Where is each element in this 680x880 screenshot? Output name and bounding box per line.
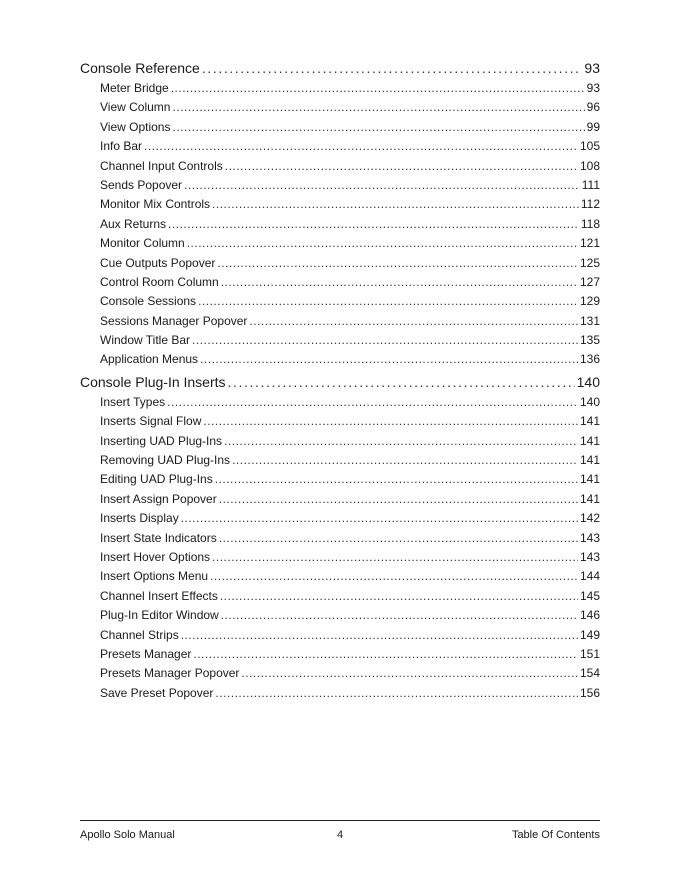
toc-entry[interactable]	[80, 393, 600, 412]
toc-leader-dots	[221, 606, 578, 625]
toc-leader-dots	[210, 567, 578, 586]
toc-entry[interactable]	[80, 451, 600, 470]
toc-section-entry[interactable]	[80, 372, 600, 393]
toc-entry-title: Insert Hover Options	[100, 549, 211, 564]
toc-entry[interactable]	[80, 331, 600, 350]
toc-leader-dots	[225, 157, 578, 176]
toc-entry-title: Window Title Bar	[100, 333, 191, 348]
toc-entry[interactable]	[80, 412, 600, 431]
toc-entry-title: Aux Returns	[100, 216, 167, 231]
toc-entry-title: Control Room Column	[100, 274, 219, 289]
toc-entry[interactable]	[80, 292, 600, 311]
toc-entry-page: 146	[579, 608, 600, 623]
toc-entry-page: 118	[580, 216, 600, 231]
toc-entry-title: Application Menus	[100, 352, 199, 367]
toc-entry-page: 141	[579, 433, 600, 448]
toc-entry-page: 156	[579, 685, 600, 700]
toc-entry[interactable]	[80, 137, 600, 156]
toc-entry-page: 93	[584, 60, 600, 76]
toc-leader-dots	[228, 372, 575, 393]
toc-entry-title: Monitor Mix Controls	[100, 197, 211, 212]
toc-entry[interactable]	[80, 606, 600, 625]
toc-entry-title: Presets Manager Popover	[100, 666, 240, 681]
toc-leader-dots	[172, 98, 584, 117]
toc-entry[interactable]	[80, 273, 600, 292]
footer-section-title: Table Of Contents	[511, 829, 600, 841]
toc-leader-dots	[171, 79, 585, 98]
toc-entry-page: 112	[580, 197, 600, 212]
toc-entry[interactable]	[80, 587, 600, 606]
toc-entry-page: 129	[579, 294, 600, 309]
toc-entry-page: 140	[576, 373, 600, 390]
toc-leader-dots	[232, 451, 578, 470]
footer-manual-title: Apollo Solo Manual	[80, 829, 175, 841]
toc-entry-title: Monitor Column	[100, 236, 185, 251]
toc-entry[interactable]	[80, 684, 600, 703]
toc-entry[interactable]	[80, 626, 600, 645]
toc-entry[interactable]	[80, 350, 600, 369]
toc-entry-page: 99	[586, 119, 600, 134]
toc-entry-page: 127	[579, 274, 600, 289]
toc-leader-dots	[168, 215, 579, 234]
toc-entry-title: Save Preset Popover	[100, 685, 214, 700]
toc-leader-dots	[249, 312, 578, 331]
toc-entry-title: Info Bar	[100, 139, 143, 154]
toc-leader-dots	[200, 350, 578, 369]
toc-leader-dots	[198, 292, 578, 311]
toc-entry-page: 121	[579, 236, 600, 251]
toc-entry-page: 141	[579, 414, 600, 429]
toc-entry-title: Insert Assign Popover	[100, 491, 217, 506]
footer-page-number: 4	[336, 829, 344, 841]
toc-entry-title: Channel Strips	[100, 627, 179, 642]
toc-entry[interactable]	[80, 98, 600, 117]
toc-leader-dots	[220, 587, 578, 606]
toc-entry-page: 142	[579, 511, 600, 526]
toc-entry[interactable]	[80, 79, 600, 98]
toc-entry-page: 105	[579, 139, 600, 154]
toc-entry-page: 141	[579, 491, 600, 506]
toc-entry-page: 143	[579, 530, 600, 545]
toc-entry-page: 125	[579, 255, 600, 270]
toc-leader-dots	[219, 529, 578, 548]
toc-entry-page: 93	[586, 81, 600, 95]
toc-entry-page: 143	[579, 549, 600, 564]
toc-entry-title: Channel Input Controls	[100, 158, 223, 173]
toc-leader-dots	[203, 412, 578, 431]
toc-entry-title: Sessions Manager Popover	[100, 313, 248, 328]
toc-leader-dots	[224, 432, 578, 451]
toc-entry[interactable]	[80, 567, 600, 586]
toc-entry-page: 145	[579, 588, 600, 603]
toc-leader-dots	[217, 254, 578, 273]
toc-leader-dots	[192, 331, 578, 350]
toc-leader-dots	[241, 664, 578, 683]
toc-entry-title: Plug-In Editor Window	[100, 608, 219, 623]
table-of-contents	[80, 56, 600, 703]
toc-entry-title: Presets Manager	[100, 646, 192, 661]
toc-entry-page: 151	[579, 646, 600, 661]
toc-entry[interactable]	[80, 215, 600, 234]
toc-leader-dots	[181, 509, 578, 528]
toc-leader-dots	[184, 176, 580, 195]
toc-entry[interactable]	[80, 312, 600, 331]
toc-entry[interactable]	[80, 509, 600, 528]
toc-entry-title: Console Plug-In Inserts	[80, 373, 226, 390]
toc-entry[interactable]	[80, 548, 600, 567]
toc-entry-page: 144	[579, 569, 600, 584]
toc-entry-page: 136	[579, 352, 600, 367]
toc-entry[interactable]	[80, 490, 600, 509]
toc-entry-title: Inserts Signal Flow	[100, 414, 202, 429]
toc-entry-title: Insert Types	[100, 394, 166, 409]
toc-entry[interactable]	[80, 195, 600, 214]
toc-leader-dots	[167, 393, 578, 412]
toc-entry-page: 141	[579, 472, 600, 487]
toc-entry[interactable]	[80, 470, 600, 489]
footer-divider	[80, 820, 600, 821]
toc-entry-page: 96	[586, 100, 600, 115]
toc-entry-title: Inserts Display	[100, 511, 179, 526]
toc-entry[interactable]	[80, 254, 600, 273]
toc-leader-dots	[144, 137, 578, 156]
toc-entry-page: 111	[581, 177, 600, 192]
toc-entry-page: 141	[579, 453, 600, 468]
toc-entry-page: 140	[579, 394, 600, 409]
toc-leader-dots	[212, 548, 578, 567]
toc-entry-page: 108	[579, 158, 600, 173]
toc-entry-title: View Options	[100, 119, 171, 134]
toc-entry-title: View Column	[100, 100, 171, 115]
page-footer	[80, 828, 600, 842]
toc-entry-page: 154	[579, 666, 600, 681]
toc-leader-dots	[187, 234, 578, 253]
toc-entry-page: 135	[579, 333, 600, 348]
toc-entry-page: 149	[579, 627, 600, 642]
toc-leader-dots	[215, 684, 578, 703]
toc-entry-title: Insert Options Menu	[100, 569, 209, 584]
toc-entry[interactable]	[80, 234, 600, 253]
toc-entry-title: Removing UAD Plug-Ins	[100, 453, 231, 468]
toc-entry-title: Insert State Indicators	[100, 530, 217, 545]
toc-entry-title: Sends Popover	[100, 177, 183, 192]
toc-entry[interactable]	[80, 176, 600, 195]
toc-entry-page: 131	[579, 313, 600, 328]
toc-entry[interactable]	[80, 157, 600, 176]
toc-entry-title: Channel Insert Effects	[100, 588, 218, 603]
toc-entry-title: Meter Bridge	[100, 81, 169, 95]
toc-leader-dots	[219, 490, 578, 509]
toc-entry[interactable]	[80, 664, 600, 683]
toc-entry[interactable]	[80, 432, 600, 451]
toc-leader-dots	[215, 470, 578, 489]
toc-entry-title: Console Reference	[80, 60, 200, 76]
toc-entry[interactable]	[80, 529, 600, 548]
toc-entry-title: Console Sessions	[100, 294, 197, 309]
toc-entry-title: Inserting UAD Plug-Ins	[100, 433, 223, 448]
toc-entry-title: Cue Outputs Popover	[100, 255, 216, 270]
toc-leader-dots	[193, 645, 578, 664]
toc-leader-dots	[212, 195, 579, 214]
toc-leader-dots	[221, 273, 578, 292]
toc-entry[interactable]	[80, 118, 600, 137]
toc-leader-dots	[172, 118, 584, 137]
toc-entry[interactable]	[80, 645, 600, 664]
toc-leader-dots	[181, 626, 578, 645]
toc-entry-title: Editing UAD Plug-Ins	[100, 472, 213, 487]
toc-leader-dots	[202, 58, 583, 79]
toc-section-entry[interactable]	[80, 58, 600, 79]
